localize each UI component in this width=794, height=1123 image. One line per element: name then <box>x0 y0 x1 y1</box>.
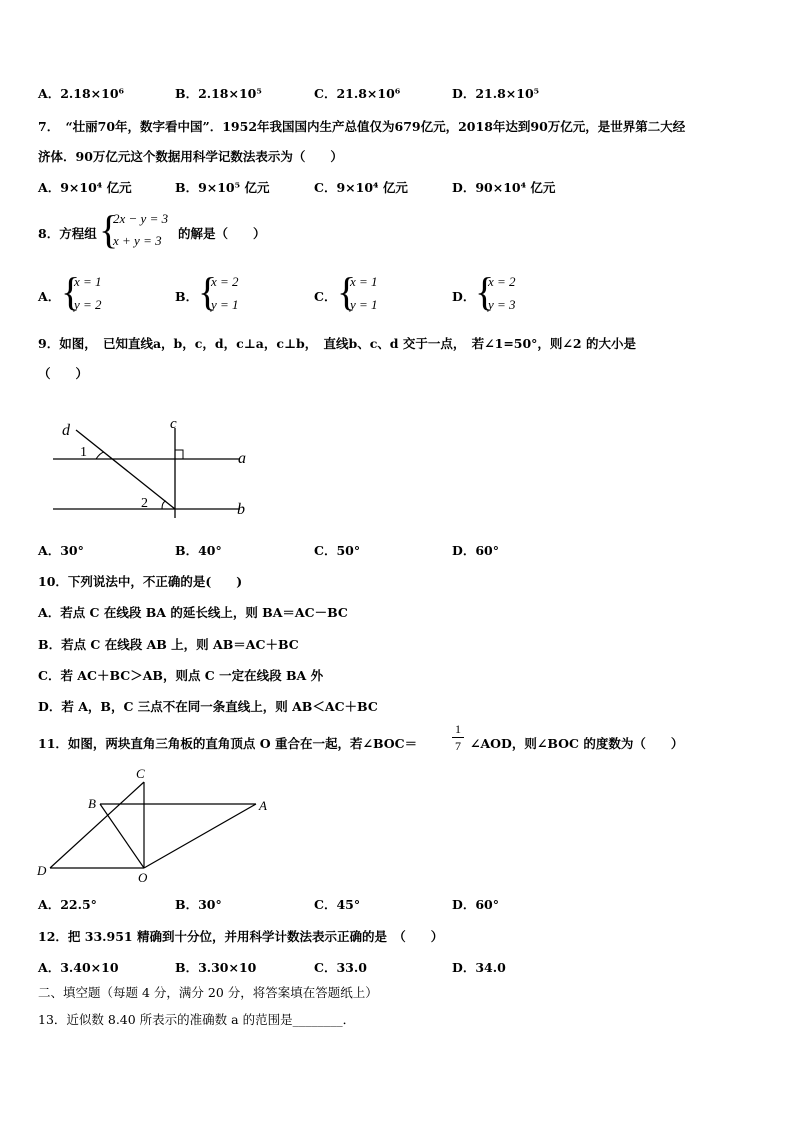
q12-option-d: D．34.0 <box>452 960 506 975</box>
section-2-heading: 二、填空题（每题 4 分，满分 20 分，将答案填在答题纸上） <box>38 985 378 1000</box>
q7-option-d: D．90×10⁴ 亿元 <box>452 180 556 195</box>
q9-label-a: a <box>238 450 246 467</box>
q8-option-d-line1: x = 2 <box>488 274 516 289</box>
q9-option-a: A．30° <box>38 543 84 558</box>
q9-angle-1-arc <box>96 452 104 459</box>
q8-option-a-brace: { <box>61 269 81 314</box>
q11-fraction-denominator: 7 <box>455 739 461 753</box>
q11-fraction-bar <box>452 737 464 738</box>
q8-option-b-line1: x = 2 <box>211 274 239 289</box>
q11-option-a: A．22.5° <box>38 897 97 912</box>
q10-option-c: C．若 AC＋BC＞AB，则点 C 一定在线段 BA 外 <box>38 668 324 683</box>
q11-label-C: C <box>136 766 145 781</box>
q10-option-a: A．若点 C 在线段 BA 的延长线上，则 BA＝AC－BC <box>38 605 348 620</box>
q9-label-d: d <box>62 422 70 439</box>
q8-option-b-label: B． <box>175 289 199 304</box>
q9-stem-line1: 9．如图， 已知直线a，b，c，d，c⊥a，c⊥b， 直线b、c、d 交于一点， 若∠1=50°，则∠2 的大小是 <box>38 336 636 351</box>
q6-option-a: A．2.18×10⁶ <box>38 86 124 101</box>
q7-option-a: A．9×10⁴ 亿元 <box>38 180 132 195</box>
q9-figure <box>50 418 280 528</box>
q9-option-d: D．60° <box>452 543 499 558</box>
q8-option-c-brace: { <box>337 269 357 314</box>
q9-angle-2-arc <box>162 501 166 509</box>
q8-option-d-line2: y = 3 <box>488 297 516 312</box>
q9-label-2: 2 <box>141 496 148 511</box>
q10-option-b: B．若点 C 在线段 AB 上，则 AB＝AC＋BC <box>38 637 299 652</box>
q12-option-b: B．3.30×10 <box>175 960 257 975</box>
q7-stem-line2: 济体．90万亿元这个数据用科学记数法表示为（ ） <box>38 149 343 164</box>
q9-option-c: C．50° <box>314 543 361 558</box>
q8-option-c-line1: x = 1 <box>350 274 378 289</box>
q11-option-b: B．30° <box>175 897 222 912</box>
q9-stem-line2: （ ） <box>38 366 89 381</box>
q6-option-b: B．2.18×10⁵ <box>175 86 262 101</box>
q9-label-b: b <box>237 501 245 518</box>
q8-prefix: 8．方程组 <box>38 226 97 241</box>
q11-fraction-numerator: 1 <box>455 722 461 736</box>
q11-segment-DC <box>50 782 144 868</box>
q7-stem-line1: 7． “壮丽70年，数字看中国”．1952年我国国内生产总值仅为679亿元，2018年达到90万亿元，是世界第二大经 <box>38 119 686 134</box>
q7-option-b: B．9×10⁵ 亿元 <box>175 180 270 195</box>
q11-stem-b: ∠AOD，则∠BOC 的度数为（ ） <box>470 736 684 751</box>
q11-segment-AO <box>144 804 256 868</box>
q11-segment-BO <box>100 804 144 868</box>
q8-option-a-label: A． <box>38 289 61 304</box>
q8-brace: { <box>99 207 119 252</box>
q12-option-c: C．33.0 <box>314 960 367 975</box>
q8-equation-1: 2x − y = 3 <box>113 211 169 226</box>
q10-stem: 10．下列说法中，不正确的是( ) <box>38 574 243 589</box>
q9-option-b: B．40° <box>175 543 222 558</box>
q7-option-c: C．9×10⁴ 亿元 <box>314 180 408 195</box>
q11-option-c: C．45° <box>314 897 361 912</box>
q8-equation-2: x + y = 3 <box>113 233 162 248</box>
q6-option-c: C．21.8×10⁶ <box>314 86 401 101</box>
q11-label-D: D <box>37 863 47 878</box>
q9-label-c: c <box>170 418 177 432</box>
q12-option-a: A．3.40×10 <box>38 960 119 975</box>
q8-option-c-label: C． <box>314 289 337 304</box>
q11-label-A: A <box>259 798 267 813</box>
q8-option-d-label: D． <box>452 289 476 304</box>
q11-stem-a: 11．如图，两块直角三角板的直角顶点 O 重合在一起，若∠BOC＝ <box>38 736 418 751</box>
q10-option-d: D．若 A，B，C 三点不在同一条直线上，则 AB＜AC＋BC <box>38 699 378 714</box>
q8-suffix: 的解是（ ） <box>178 226 266 241</box>
q13-stem: 13．近似数 8.40 所表示的准确数 a 的范围是________． <box>38 1012 356 1027</box>
q8-option-b-line2: y = 1 <box>211 297 239 312</box>
q9-label-1: 1 <box>80 445 87 460</box>
q8-option-d-brace: { <box>475 269 495 314</box>
q11-label-O: O <box>138 870 148 884</box>
q11-fraction <box>452 722 464 753</box>
q11-figure <box>34 764 274 884</box>
q11-label-B: B <box>88 796 96 811</box>
q8-option-a-line2: y = 2 <box>74 297 102 312</box>
q11-option-d: D．60° <box>452 897 499 912</box>
q8-option-a-line1: x = 1 <box>74 274 102 289</box>
q9-line-d <box>76 430 175 509</box>
q8-option-b-brace: { <box>198 269 218 314</box>
q8-option-c-line2: y = 1 <box>350 297 378 312</box>
q12-stem: 12．把 33.951 精确到十分位，并用科学计数法表示正确的是 （ ） <box>38 929 444 944</box>
q9-right-angle-mark <box>175 450 183 459</box>
q6-option-d: D．21.8×10⁵ <box>452 86 540 101</box>
